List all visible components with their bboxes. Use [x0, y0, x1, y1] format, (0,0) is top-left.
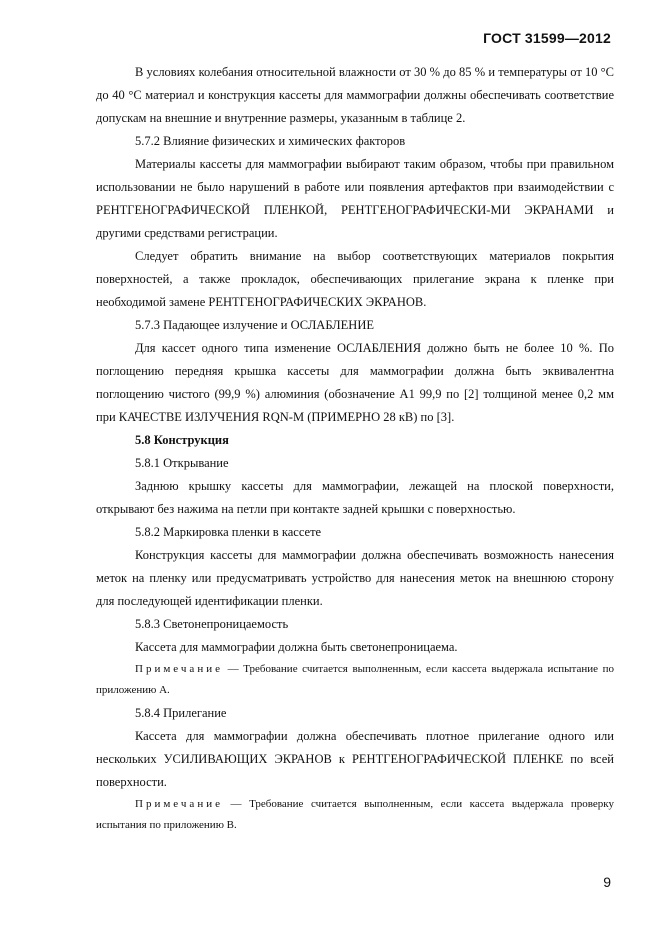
section-heading-5-8-1: 5.8.1 Открывание	[135, 456, 229, 470]
note-text: — Требование считается выполненным, если кассета выдержала проверку испытания по приложению В.	[96, 798, 614, 831]
section-heading-5-8-4: 5.8.4 Прилегание	[135, 706, 227, 720]
paragraph-materials-selection: Материалы кассеты для маммографии выбирают таким образом, чтобы при правильном использовании не было нарушений в работе или появления артефактов при взаимодействии с РЕНТГЕНОГРАФИЧЕСКОЙ ПЛЕНКОЙ, РЕНТГЕНОГРАФИЧЕСКИ-МИ ЭКРАНАМИ и другими средствами регистрации.	[96, 157, 614, 240]
note-label: Примечание	[135, 663, 223, 675]
paragraph-coating-materials: Следует обратить внимание на выбор соответствующих материалов покрытия поверхностей, а также прокладок, обеспечивающих прилегание экрана к пленке при необходимой замене РЕНТГЕНОГРАФИЧЕСКИХ ЭКРАНОВ.	[96, 249, 614, 309]
paragraph-opening: Заднюю крышку кассеты для маммографии, лежащей на плоской поверхности, открывают без нажима на петли при контакте задней крышки с поверхностью.	[96, 479, 614, 516]
document-body	[96, 61, 614, 837]
note-label: Примечание	[135, 798, 223, 810]
paragraph-humidity-conditions: В условиях колебания относительной влажности от 30 % до 85 % и температуры от 10 °С до 40 °С материал и конструкция кассеты для маммографии должны обеспечивать соответствие допускам на внешние и внутренние размеры, указанным в таблице 2.	[96, 65, 614, 125]
section-heading-5-7-2: 5.7.2 Влияние физических и химических факторов	[135, 134, 406, 148]
note-contact	[96, 794, 614, 836]
paragraph-attenuation: Для кассет одного типа изменение ОСЛАБЛЕНИЯ должно быть не более 10 %. По поглощению передняя крышка кассеты для маммографии должна быть эквивалентна поглощению чистого (99,9 %) алюминия (обозначение А1 99,9 по [2] толщиной менее 0,2 мм при КАЧЕСТВЕ ИЗЛУЧЕНИЯ RQN-M (ПРИМЕРНО 28 кВ) по [3].	[96, 341, 614, 424]
section-heading-5-7-3: 5.7.3 Падающее излучение и ОСЛАБЛЕНИЕ	[135, 318, 374, 332]
section-heading-5-8-3: 5.8.3 Светонепроницаемость	[135, 617, 289, 631]
paragraph-contact: Кассета для маммографии должна обеспечивать плотное прилегание одного или нескольких УСИЛИВАЮЩИХ ЭКРАНОВ к РЕНТГЕНОГРАФИЧЕСКОЙ ПЛЕНКЕ по всей поверхности.	[96, 729, 614, 789]
page-number: 9	[603, 874, 611, 890]
paragraph-light-tightness: Кассета для маммографии должна быть светонепроницаема.	[135, 640, 458, 654]
paragraph-film-marking: Конструкция кассеты для маммографии должна обеспечивать возможность нанесения меток на пленку или предусматривать устройство для нанесения меток на внешнюю сторону для последующей идентификации пленки.	[96, 548, 614, 608]
document-header-id: ГОСТ 31599—2012	[483, 30, 611, 46]
section-heading-5-8: 5.8 Конструкция	[135, 433, 229, 447]
note-text: — Требование считается выполненным, если кассета выдержала испытание по приложению А.	[96, 663, 614, 696]
section-heading-5-8-2: 5.8.2 Маркировка пленки в кассете	[135, 525, 322, 539]
note-light-tightness	[96, 659, 614, 701]
